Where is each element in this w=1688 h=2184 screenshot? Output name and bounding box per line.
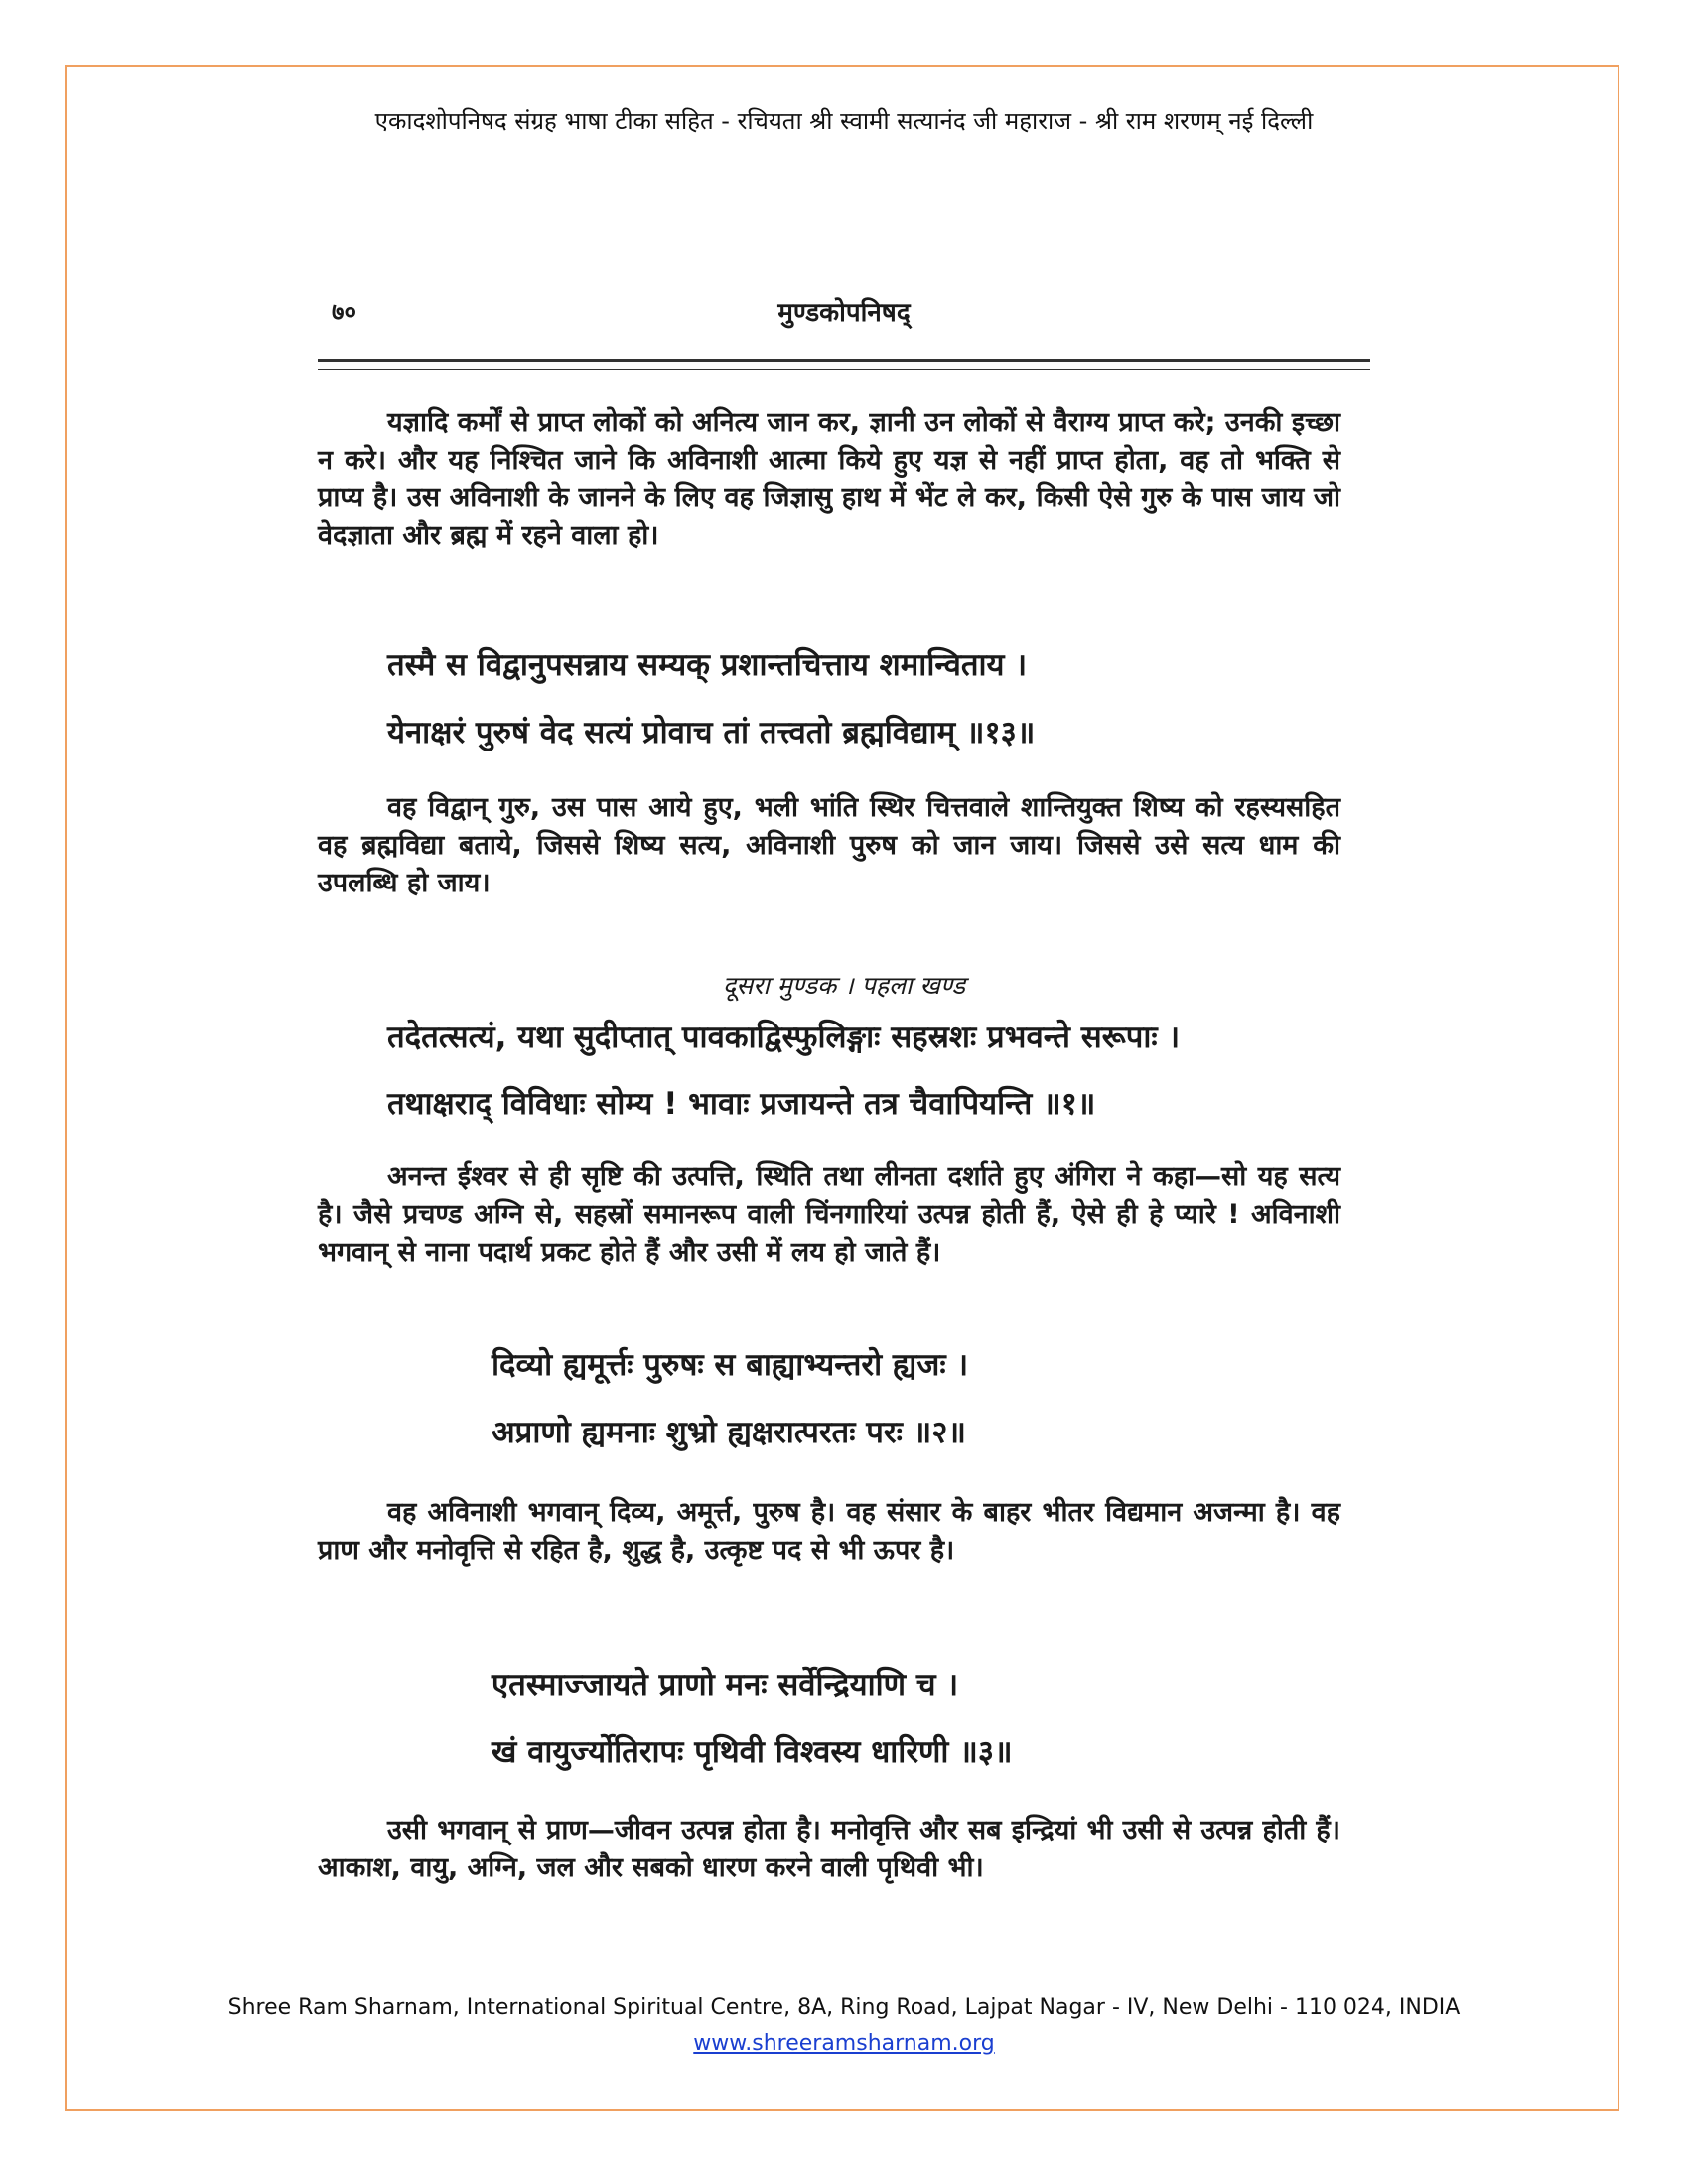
scanned-page	[298, 194, 1390, 1971]
commentary-paragraph-4: वह अविनाशी भगवान् दिव्य, अमूर्त्त, पुरुष है। वह संसार के बाहर भीतर विद्यमान अजन्मा है। वह प्राण और मनोवृत्ति से रहित है, शुद्ध है, उत्कृष्ट पद से भी ऊपर है।	[318, 1497, 1340, 1566]
verse-4-line-2: खं वायुर्ज्योतिरापः पृथिवी विश्वस्य धारिणी ॥३॥	[492, 1734, 1013, 1770]
footer-address: Shree Ram Sharnam, International Spiritual Centre, 8A, Ring Road, Lajpat Nagar - IV, New Delhi - 110 024, INDIA	[227, 1995, 1461, 2020]
commentary-paragraph-1: यज्ञादि कर्मों से प्राप्त लोकों को अनित्य जान कर, ज्ञानी उन लोकों से वैराग्य प्राप्त करे; उनकी इच्छा न करे। और यह निश्चित जाने कि अविनाशी आत्मा किये हुए यज्ञ से नहीं प्राप्त होता, वह तो भक्ति से प्राप्य है। उस अविनाशी के जानने के लिए वह जिज्ञासु हाथ में भेंट ले कर, किसी ऐसे गुरु के पास जाय जो वेदज्ञाता और ब्रह्म में रहने वाला हो।	[318, 407, 1340, 551]
commentary-paragraph-5: उसी भगवान् से प्राण—जीवन उत्पन्न होता है। मनोवृत्ति और सब इन्द्रियां भी उसी से उत्पन्न होती हैं। आकाश, वायु, अग्नि, जल और सबको धारण करने वाली पृथिवी भी।	[318, 1815, 1340, 1883]
verse-1-line-2: येनाक्षरं पुरुषं वेद सत्यं प्रोवाच तां तत्त्वतो ब्रह्मविद्याम् ॥१३॥	[387, 715, 1036, 751]
section-heading: दूसरा मुण्डक । पहला खण्ड	[722, 971, 966, 1000]
page-number: ७०	[332, 298, 356, 326]
commentary-paragraph-3: अनन्त ईश्वर से ही सृष्टि की उत्पत्ति, स्थिति तथा लीनता दर्शाते हुए अंगिरा ने कहा—सो यह सत्य है। जैसे प्रचण्ड अग्नि से, सहस्रों समानरूप वाली चिंनगारियां उत्पन्न होती हैं, ऐसे ही हे प्यारे ! अविनाशी भगवान् से नाना पदार्थ प्रकट होते हैं और उसी में लय हो जाते हैं।	[318, 1161, 1340, 1268]
page-title: मुण्डकोपनिषद्	[777, 298, 911, 328]
header-rule-thin	[318, 369, 1370, 370]
header-rule-thick	[318, 359, 1370, 362]
verse-4-line-1: एतस्माज्जायते प्राणो मनः सर्वेन्द्रियाणि च ।	[492, 1667, 959, 1703]
verse-1-line-1: तस्मै स विद्वानुपसन्नाय सम्यक् प्रशान्तचित्ताय शमान्विताय ।	[387, 647, 1028, 683]
website-link[interactable]: www.shreeramsharnam.org	[693, 2031, 995, 2056]
verse-2-line-1: तदेतत्सत्यं, यथा सुदीप्तात् पावकाद्विस्फुलिङ्गाः सहस्रशः प्रभवन्ते सरूपाः ।	[387, 1020, 1181, 1055]
verse-3-line-2: अप्राणो ह्यमनाः शुभ्रो ह्यक्षरात्परतः परः ॥२॥	[492, 1415, 966, 1450]
verse-3-line-1: दिव्यो ह्यमूर्त्तः पुरुषः स बाह्याभ्यन्तरो ह्यजः ।	[492, 1347, 969, 1383]
document-header: एकादशोपनिषद संग्रह भाषा टीका सहित - रचियता श्री स्वामी सत्यानंद जी महाराज - श्री राम शरणम् नई दिल्ली	[374, 107, 1314, 135]
verse-2-line-2: तथाक्षराद् विविधाः सोम्य ! भावाः प्रजायन्ते तत्र चैवापियन्ति ॥१॥	[387, 1086, 1096, 1122]
commentary-paragraph-2: वह विद्वान् गुरु, उस पास आये हुए, भली भांति स्थिर चित्तवाले शान्तियुक्त शिष्य को रहस्यसहित वह ब्रह्मविद्या बताये, जिससे शिष्य सत्य, अविनाशी पुरुष को जान जाय। जिससे उसे सत्य धाम की उपलब्धि हो जाय।	[318, 792, 1340, 898]
